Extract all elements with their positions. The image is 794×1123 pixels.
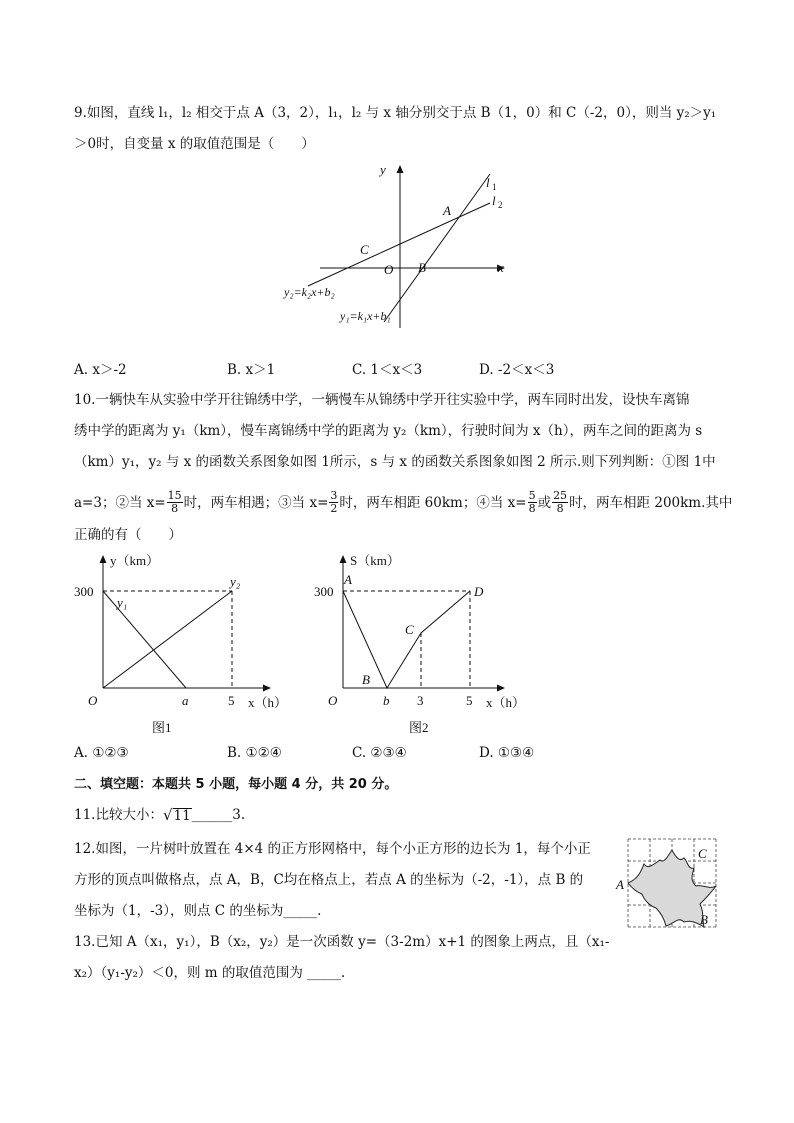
q10-line4-part-d: 或 [537, 494, 552, 511]
fig1-y-axis-label: y（km） [110, 553, 160, 568]
q12-point-c-label: C [698, 846, 707, 861]
q10-option-c[interactable]: C. ②③④ [352, 745, 407, 761]
q9-l1-label: l [486, 175, 490, 190]
fig1-x-axis-label: x（h） [248, 695, 288, 710]
q10-frac3-numerator: 5 [528, 489, 536, 502]
fig2-point-d-label: D [474, 584, 484, 599]
q12-text-line2: 方形的顶点叫做格点，点 A，B，C均在格点上，若点 A 的坐标为（-2，-1），点 B 的 [74, 872, 584, 888]
q9-x-label: x [498, 260, 504, 275]
q10-frac1-numerator: 15 [167, 489, 182, 502]
fig2-tick-3: 3 [417, 693, 424, 708]
fig2-x-axis-label: x（h） [486, 695, 526, 710]
q11-sqrt [163, 806, 192, 824]
q9-option-b[interactable]: B. x＞1 [227, 362, 276, 378]
fig2-x-arrow-icon [497, 685, 505, 692]
sqrt-icon: √ [162, 806, 173, 824]
q10-text-line3: （km）y₁，y₂ 与 x 的函数关系图象如图 1所示，s 与 x 的函数关系图象如图 2 所示.则下列判断：①图 1中 [74, 454, 716, 470]
q10-frac1-denominator: 8 [171, 502, 179, 515]
fig1-x-arrow-icon [263, 685, 271, 692]
q9-eq-y1: y₁=k₁x+b₁ [340, 309, 391, 323]
q9-text-line1: 9.如图，直线 l₁，l₂ 相交于点 A（3，2），l₁，l₂ 与 x 轴分别交于点 B（1，0）和 C（-2，0），则当 y₂＞y₁ [74, 105, 717, 121]
q12-text-line1: 12.如图，一片树叶放置在 4×4 的正方形网格中，每个小正方形的边长为 1，每个小正 [74, 841, 591, 857]
fig2-caption: 图2 [409, 720, 429, 735]
fig2-point-a-label: A [344, 572, 352, 587]
q10-figure-1 [70, 550, 300, 740]
q10-frac4-numerator: 25 [553, 489, 568, 502]
q9-y-label: y [380, 162, 386, 177]
fig2-y-axis-label: S（km） [350, 553, 400, 568]
fig1-y1-label: y₁ [117, 595, 128, 610]
q10-frac3-denominator: 8 [528, 502, 536, 515]
q10-option-b[interactable]: B. ①②④ [227, 745, 282, 761]
q11-text [74, 806, 245, 824]
q9-origin-label: O [384, 262, 394, 277]
q12-point-b-label: B [700, 912, 708, 927]
q10-fraction-15-8 [167, 490, 183, 515]
q9-point-b-label: B [418, 260, 426, 275]
q9-l2-subscript: 2 [498, 200, 503, 210]
q11-prefix: 11.比较大小： [74, 807, 163, 823]
q10-line4-part-e: 时，两车相距 200km.其中 [569, 494, 733, 511]
q9-option-c[interactable]: C. 1＜x＜3 [352, 362, 423, 378]
q10-text-line4 [74, 490, 732, 515]
fig2-y-arrow-icon [340, 555, 347, 563]
fig1-caption: 图1 [152, 720, 172, 735]
q11-radicand: 11 [173, 808, 191, 824]
q12-text-line3: 坐标为（1，-3），则点 C 的坐标为_____. [74, 903, 322, 919]
fig1-tick-a: a [182, 693, 189, 708]
fig2-tick-300: 300 [314, 584, 334, 599]
fig2-tick-b: b [383, 693, 390, 708]
fig1-origin-label: O [88, 693, 98, 708]
q9-line-l2 [308, 203, 490, 286]
q9-l2-label: l [492, 193, 496, 208]
q10-frac4-denominator: 8 [556, 502, 564, 515]
q12-leaf-grid-figure [616, 834, 720, 934]
q9-option-a[interactable]: A. x＞-2 [74, 362, 127, 378]
q9-y-arrow-icon [397, 165, 404, 173]
q10-text-line5: 正确的有（ ） [74, 527, 182, 543]
q9-l1-subscript: 1 [492, 182, 497, 192]
q9-point-c-label: C [360, 242, 369, 257]
q10-option-d[interactable]: D. ①③④ [479, 745, 535, 761]
q10-option-a[interactable]: A. ①②③ [74, 745, 129, 761]
q10-fraction-5-8 [528, 490, 537, 515]
q9-figure [280, 160, 520, 330]
q9-eq-y2: y₂=k₂x+b₂ [284, 285, 335, 299]
q10-text-line1: 10.一辆快车从实验中学开往锦绣中学，一辆慢车从锦绣中学开往实验中学，两车同时出发，设快车离锦 [74, 392, 690, 408]
q10-frac2-numerator: 3 [330, 489, 338, 502]
q10-fraction-3-2 [329, 490, 338, 515]
q9-option-d[interactable]: D. -2＜x＜3 [479, 362, 555, 378]
q13-text-line2: x₂）（y₁-y₂）＜0，则 m 的取值范围为 _____. [74, 965, 346, 981]
fig1-tick-5: 5 [228, 693, 235, 708]
q10-line4-part-b: 时，两车相遇；③当 x= [183, 494, 329, 511]
fig2-tick-5: 5 [466, 693, 473, 708]
q12-point-a-label: A [616, 877, 624, 892]
section-2-heading: 二、填空题：本题共 5 小题，每小题 4 分，共 20 分。 [74, 777, 398, 792]
fig1-y2-label: y₂ [230, 574, 241, 589]
fig1-tick-300: 300 [74, 584, 94, 599]
fig1-y-arrow-icon [100, 555, 107, 563]
q9-text-line2: ＞0时，自变量 x 的取值范围是（ ） [74, 136, 315, 152]
q10-figure-2 [310, 550, 540, 740]
q10-frac2-denominator: 2 [330, 502, 338, 515]
q10-line4-part-a: a=3；②当 x= [74, 494, 166, 511]
fig2-point-b-label: B [362, 672, 370, 687]
q11-suffix: ______3. [191, 807, 246, 823]
fig2-origin-label: O [328, 693, 338, 708]
q10-line4-part-c: 时，两车相距 60km；④当 x= [339, 494, 527, 511]
fig2-point-c-label: C [405, 622, 414, 637]
fig1-line-y1 [103, 591, 186, 688]
q13-text-line1: 13.已知 A（x₁，y₁），B（x₂，y₂）是一次函数 y=（3-2m）x+1 的图象上两点，且（x₁- [74, 934, 610, 950]
q10-fraction-25-8 [552, 490, 568, 515]
q9-point-a-label: A [443, 203, 451, 218]
q10-text-line2: 绣中学的距离为 y₁（km），慢车离锦绣中学的距离为 y₂（km），行驶时间为 x（h），两车之间的距离为 s [74, 423, 703, 439]
